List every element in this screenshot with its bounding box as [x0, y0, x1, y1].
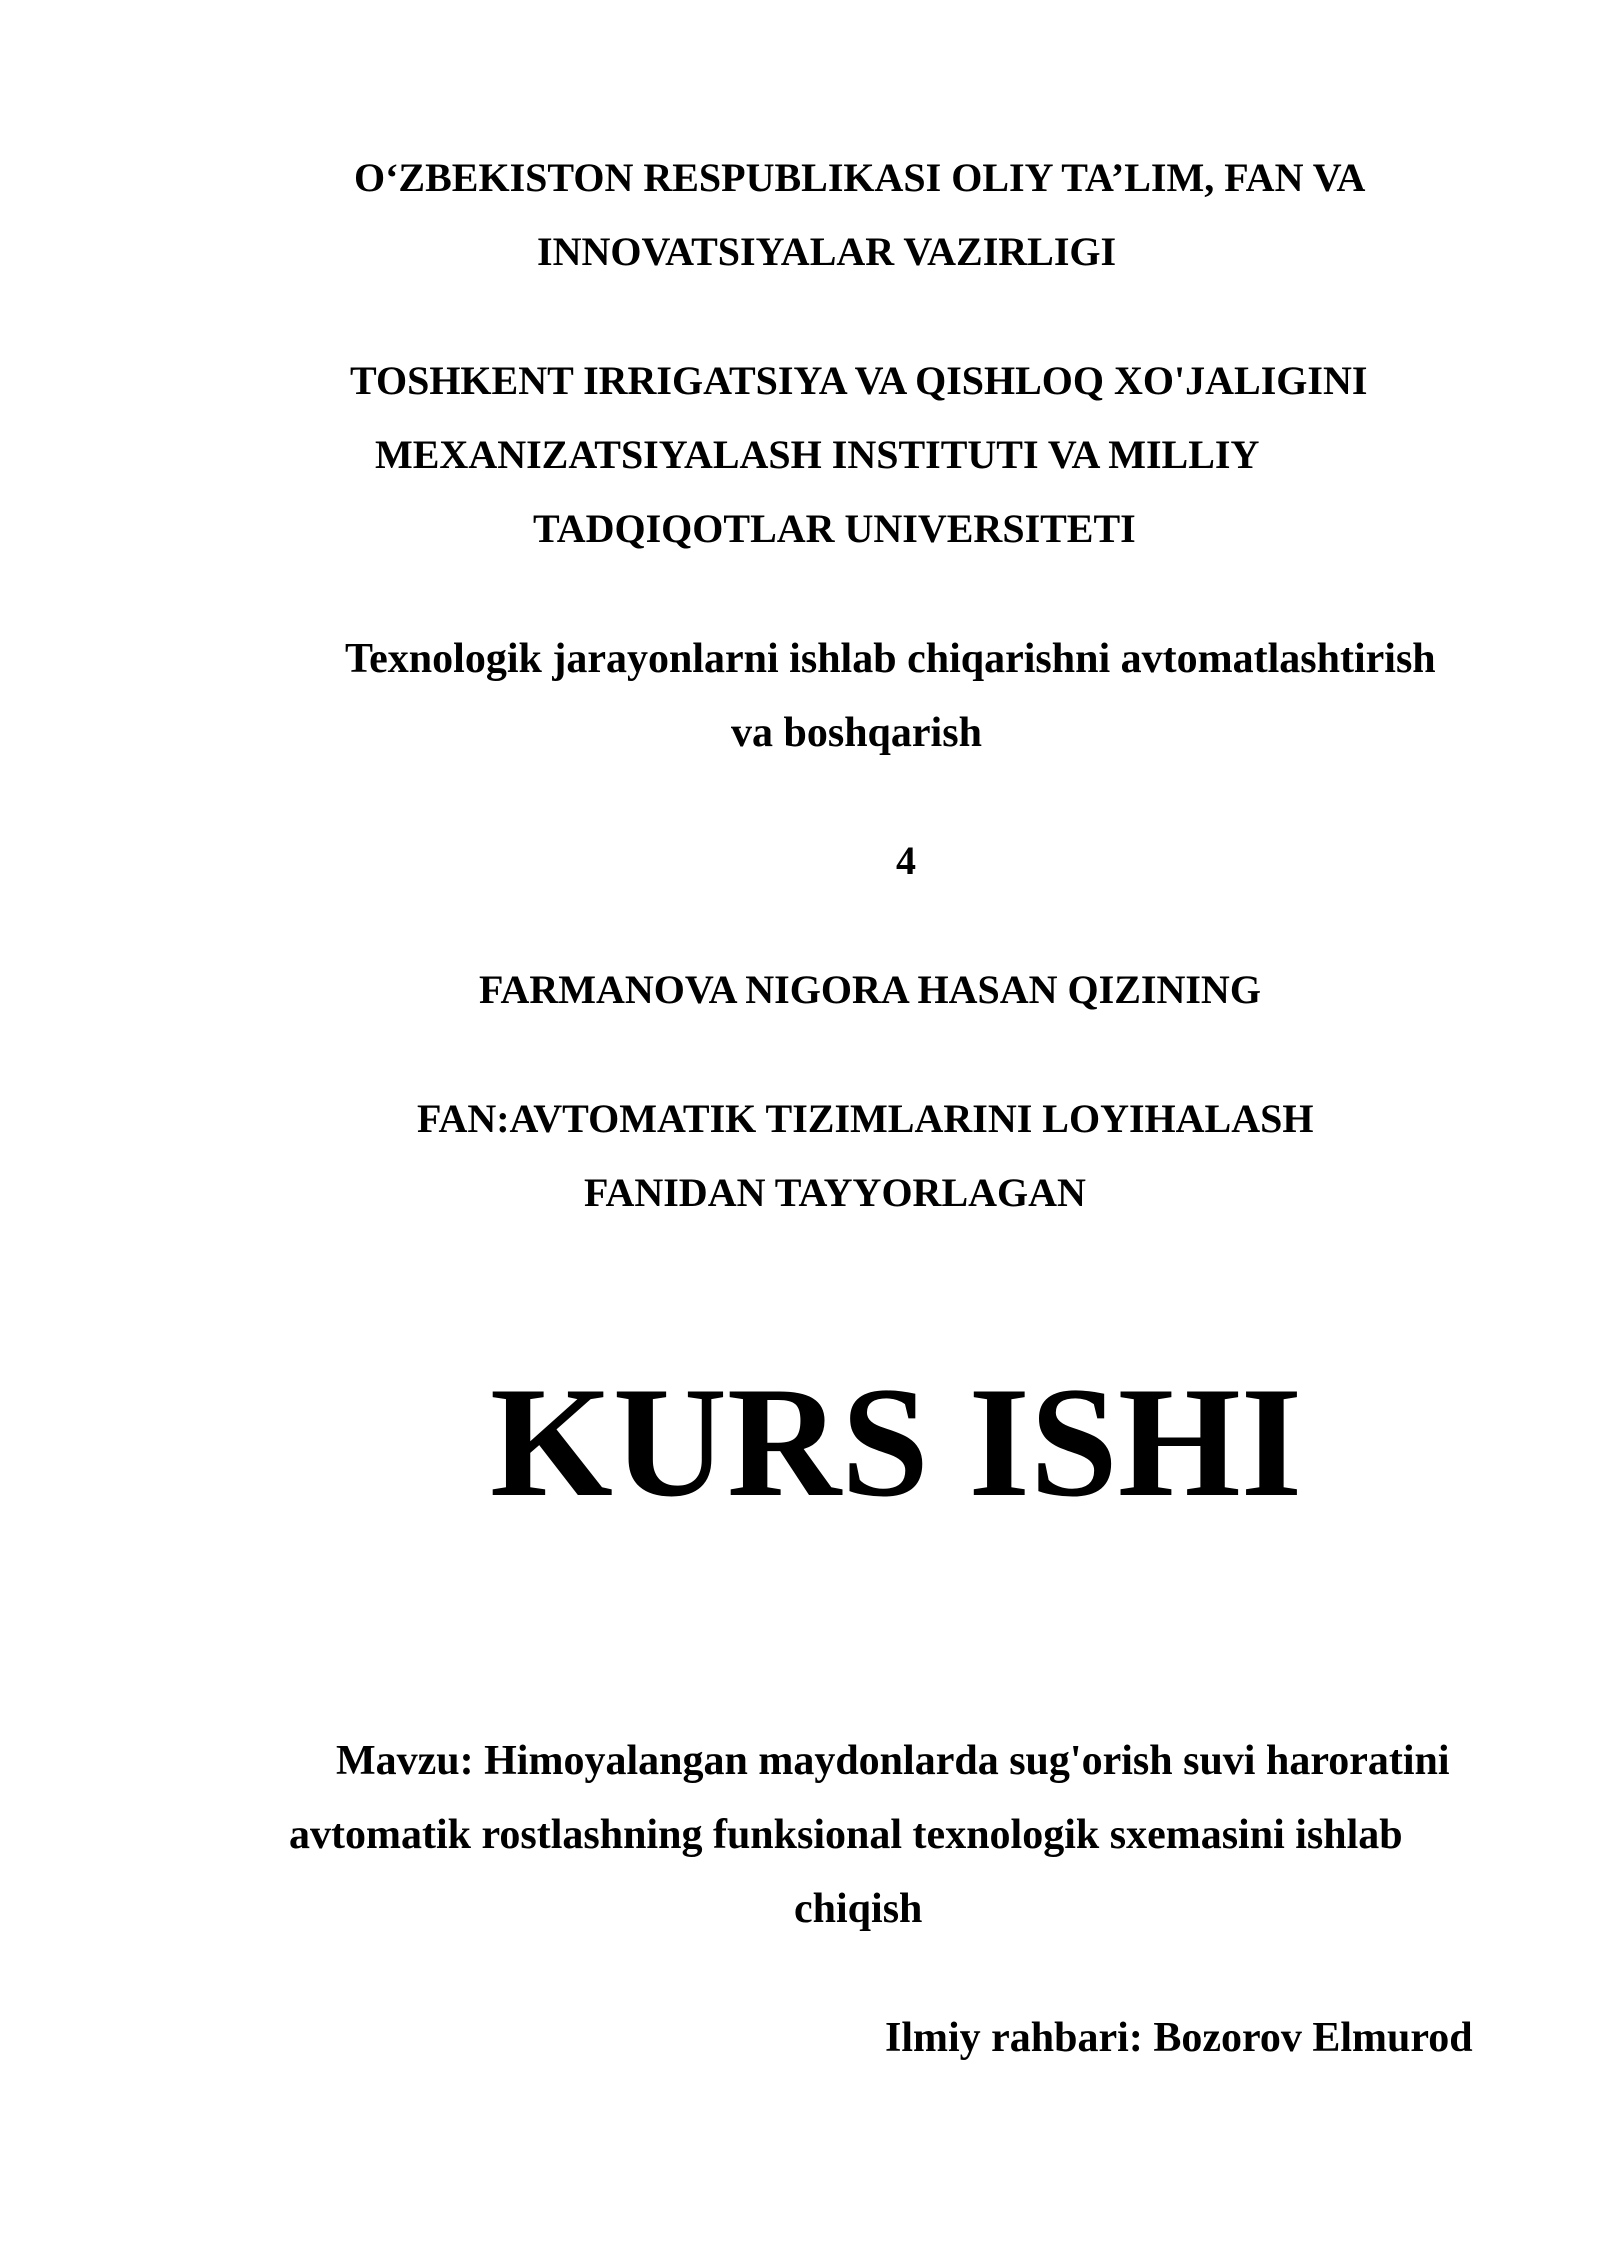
university-line-2 — [0, 432, 1600, 477]
ministry-line-2 — [0, 229, 1600, 274]
supervisor-text: Ilmiy rahbari: Bozorov Elmurod — [885, 2015, 1473, 2061]
topic-line-2 — [0, 1814, 1600, 1856]
topic-line-1 — [0, 1740, 1600, 1782]
department-line-1-text: Texnologik jarayonlarni ishlab chiqarishni avtomatlashtirish — [345, 636, 1436, 682]
department-line-2 — [0, 712, 1600, 754]
topic-line-3-text: chiqish — [794, 1886, 923, 1932]
document-title-text: KURS ISHI — [490, 1355, 1303, 1530]
student-name — [0, 967, 1600, 1012]
supervisor — [0, 2017, 1600, 2059]
ministry-line-1 — [0, 155, 1600, 200]
university-line-3 — [0, 506, 1600, 551]
university-line-2-text: MEXANIZATSIYALASH INSTITUTI VA MILLIY — [375, 432, 1260, 477]
subject-line-2-text: FANIDAN TAYYORLAGAN — [584, 1170, 1086, 1215]
ministry-line-2-text: INNOVATSIYALAR VAZIRLIGI — [537, 229, 1117, 274]
university-line-1 — [0, 358, 1600, 403]
subject-line-1 — [0, 1096, 1600, 1141]
student-name-text: FARMANOVA NIGORA HASAN QIZINING — [479, 967, 1261, 1012]
topic-line-3 — [0, 1888, 1600, 1930]
topic-line-1-text: Mavzu: Himoyalangan maydonlarda sug'orish suvi haroratini — [336, 1738, 1450, 1784]
department-line-2-text: va boshqarish — [731, 710, 982, 756]
subject-line-2 — [0, 1170, 1600, 1215]
ministry-line-1-text: O‘ZBEKISTON RESPUBLIKASI OLIY TA’LIM, FAN VA — [354, 155, 1366, 200]
university-line-1-text: TOSHKENT IRRIGATSIYA VA QISHLOQ XO'JALIGINI — [350, 358, 1368, 403]
document-title — [0, 1355, 1600, 1530]
university-line-3-text: TADQIQOTLAR UNIVERSITETI — [533, 506, 1136, 551]
group-number — [0, 838, 1600, 883]
topic-line-2-text: avtomatik rostlashning funksional texnologik sxemasini ishlab — [289, 1812, 1403, 1858]
group-number-text: 4 — [896, 838, 916, 883]
subject-line-1-text: FAN:AVTOMATIK TIZIMLARINI LOYIHALASH — [417, 1096, 1314, 1141]
department-line-1 — [0, 638, 1600, 680]
